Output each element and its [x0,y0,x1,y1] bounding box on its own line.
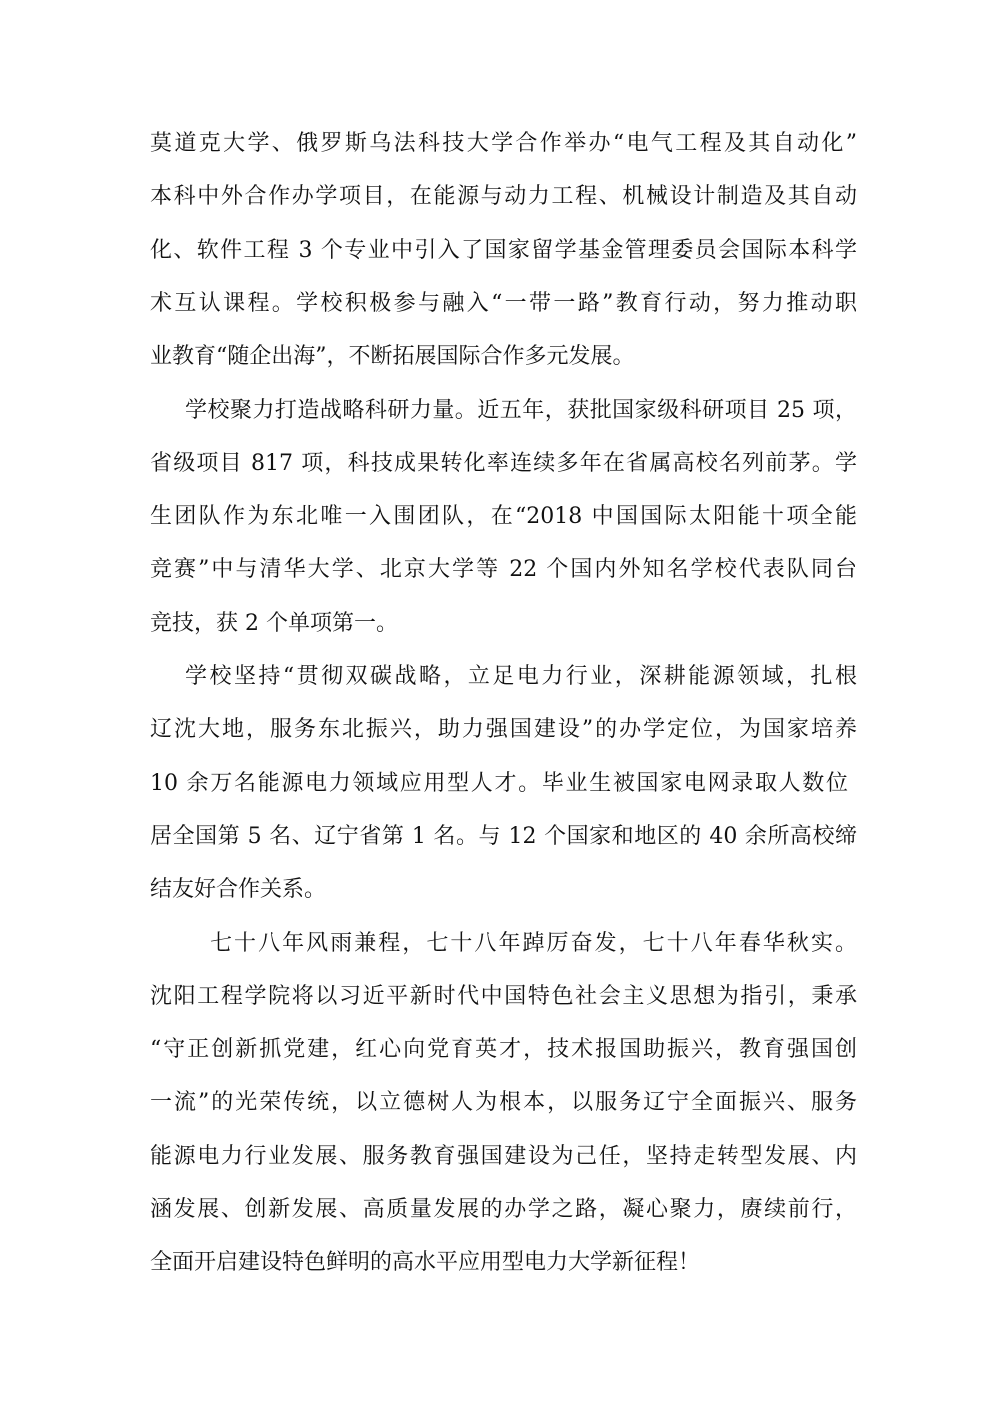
text-line: 沈阳工程学院将以习近平新时代中国特色社会主义思想为指引，秉承 [150,983,857,1009]
text-line: 业教育“随企出海”，不断拓展国际合作多元发展。 [150,344,635,370]
text-line: 10 余万名能源电力领域应用型人才。毕业生被国家电网录取人数位 [150,770,848,796]
text-line: 七十八年风雨兼程，七十八年踔厉奋发，七十八年春华秋实。 [210,930,857,956]
text-line: 一流”的光荣传统，以立德树人为根本，以服务辽宁全面振兴、服务 [150,1090,857,1116]
text-line: 能源电力行业发展、服务教育强国建设为己任，坚持走转型发展、内 [150,1143,857,1169]
text-line: 莫道克大学、俄罗斯乌法科技大学合作举办“电气工程及其自动化” [150,131,857,156]
text-line: 学校坚持“贯彻双碳战略，立足电力行业，深耕能源领域，扎根 [185,664,857,689]
text-line: 全面开启建设特色鲜明的高水平应用型电力大学新征程！ [150,1250,701,1276]
text-line: 生团队作为东北唯一入围团队，在“2018 中国国际太阳能十项全能 [150,504,857,530]
text-line: 化、软件工程 3 个专业中引入了国家留学基金管理委员会国际本科学 [150,237,857,263]
text-line: 涵发展、创新发展、高质量发展的办学之路，凝心聚力，赓续前行， [150,1197,857,1222]
text-line: 竞赛”中与清华大学、北京大学等 22 个国内外知名学校代表队同台 [150,557,857,583]
text-line: 辽沈大地，服务东北振兴，助力强国建设”的办学定位，为国家培养 [150,717,857,743]
text-line: 术互认课程。学校积极参与融入“一带一路”教育行动，努力推动职 [150,290,857,316]
text-line: 结友好合作关系。 [150,877,327,903]
text-line: 本科中外合作办学项目，在能源与动力工程、机械设计制造及其自动 [150,184,857,210]
text-line: 竞技，获 2 个单项第一。 [150,610,398,636]
text-line: 居全国第 5 名、辽宁省第 1 名。与 12 个国家和地区的 40 余所高校缔 [150,823,857,849]
text-line: 学校聚力打造战略科研力量。近五年，获批国家级科研项目 25 项， [185,397,857,423]
text-line: 省级项目 817 项，科技成果转化率连续多年在省属高校名列前茅。学 [150,450,857,476]
text-line: “守正创新抓党建，红心向党育英才，技术报国助振兴，教育强国创 [150,1037,857,1063]
